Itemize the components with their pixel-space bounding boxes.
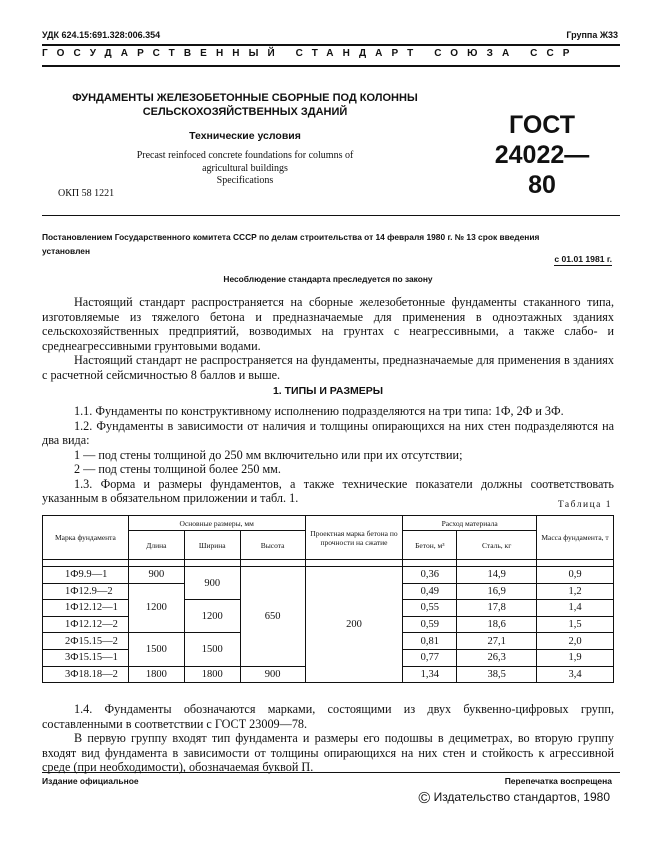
reprint-notice: Перепечатка воспрещена	[504, 776, 612, 786]
table-row	[43, 567, 614, 584]
cell-width: 1200	[184, 600, 240, 633]
decree-text	[42, 230, 614, 258]
header-height: Высота	[240, 531, 305, 560]
udk-code: УДК 624.15:691.328:006.354	[42, 30, 161, 40]
english-title-line-1: Precast reinfoced concrete foundations for columns of	[136, 150, 354, 161]
english-title-line-3: Specifications	[216, 175, 274, 186]
cell-length: 900	[128, 567, 184, 584]
cell-mark: 1Ф9.9—1	[43, 567, 129, 584]
cell-strength: 200	[305, 567, 403, 683]
clause-1-2: 1.2. Фундаменты в зависимости от наличия и толщины опирающихся на них стен подразделяются на два вида:	[42, 418, 614, 447]
clause-1-4-text	[42, 702, 614, 775]
effective-date: с 01.01 1981 г.	[554, 254, 612, 264]
cell-mass: 1,5	[537, 616, 614, 633]
publisher-name: Издательство стандартов, 1980	[433, 790, 610, 804]
cell-steel: 38,5	[457, 666, 537, 683]
cell-mass: 2,0	[537, 633, 614, 650]
decree-line-1: Постановлением Государственного комитета СССР по делам строительства от 14 февраля 1980 г. № 13 срок введения	[42, 232, 540, 242]
cell-concrete: 0,81	[403, 633, 457, 650]
cell-mass: 1,4	[537, 600, 614, 617]
cell-steel: 27,1	[457, 633, 537, 650]
group-code: Группа Ж33	[566, 30, 618, 40]
header-width: Ширина	[184, 531, 240, 560]
header-steel: Сталь, кг	[457, 531, 537, 560]
cell-steel: 14,9	[457, 567, 537, 584]
gost-number: 24022—80	[494, 141, 590, 199]
section-1-title: 1. ТИПЫ И РАЗМЕРЫ	[272, 385, 384, 397]
document-title	[60, 91, 430, 119]
header-mass: Масса фундамента, т	[537, 516, 614, 560]
decree-line-2: установлен	[42, 246, 91, 256]
foundations-table	[42, 515, 614, 683]
english-title-line-2: agricultural buildings	[202, 162, 288, 174]
section-1-text	[42, 404, 614, 506]
okp-code: ОКП 58 1221	[58, 188, 115, 199]
cell-concrete: 0,55	[403, 600, 457, 617]
table-caption: Таблица 1	[557, 500, 612, 510]
clause-1-4: 1.4. Фундаменты обозначаются марками, состоящими из двух буквенно-цифровых групп, составленными в соответствии с ГОСТ 23009—78.	[42, 702, 614, 731]
header-rule-top	[42, 44, 620, 46]
cell-mark: 3Ф18.18—2	[43, 666, 129, 683]
english-title	[60, 150, 430, 188]
cell-concrete: 0,59	[403, 616, 457, 633]
official-edition: Издание официальное	[42, 776, 139, 786]
title-line-1: ФУНДАМЕНТЫ ЖЕЛЕЗОБЕТОННЫЕ СБОРНЫЕ ПОД КОЛОННЫ	[72, 92, 418, 104]
cell-width: 900	[184, 567, 240, 600]
header-dimensions: Основные размеры, мм	[128, 516, 305, 531]
cell-length: 1500	[128, 633, 184, 666]
header-mark: Марка фундамента	[43, 516, 129, 560]
cell-concrete: 1,34	[403, 666, 457, 683]
cell-concrete: 0,77	[403, 649, 457, 666]
cell-length: 1200	[128, 583, 184, 633]
copyright-icon: ©	[418, 790, 431, 807]
cell-steel: 16,9	[457, 583, 537, 600]
cell-mass: 0,9	[537, 567, 614, 584]
header-length: Длина	[128, 531, 184, 560]
cell-concrete: 0,49	[403, 583, 457, 600]
cell-mass: 1,9	[537, 649, 614, 666]
cell-steel: 17,8	[457, 600, 537, 617]
cell-width: 1800	[184, 666, 240, 683]
intro-paragraph-1: Настоящий стандарт распространяется на сборные железобетонные фундаменты стаканного типа, изготовляемые из тяжелого бетона и предназначаемые для применения в одноэтажных зданиях сельскохозяйственных предприятий, возводимых на грунтах с неагрессивными, а также слабо- и среднеагрессивными грунтовыми водами.	[42, 295, 614, 353]
cell-steel: 26,3	[457, 649, 537, 666]
legal-notice: Несоблюдение стандарта преследуется по закону	[223, 274, 433, 284]
cell-height: 900	[240, 666, 305, 683]
cell-width: 1500	[184, 633, 240, 666]
document-subtitle: Технические условия	[189, 130, 301, 142]
header-concrete: Бетон, м³	[403, 531, 457, 560]
footer-rule	[42, 772, 620, 773]
header-material: Расход материала	[403, 516, 537, 531]
state-standard-banner: ГОСУДАРСТВЕННЫЙ СТАНДАРТ СОЮЗА ССР	[42, 48, 579, 59]
header-concrete-strength: Проектная марка бетона по прочности на сжатие	[305, 516, 403, 560]
cell-mark: 1Ф12.9—2	[43, 583, 129, 600]
intro-text	[42, 295, 614, 382]
clause-1-1: 1.1. Фундаменты по конструктивному исполнению подразделяются на три типа: 1Ф, 2Ф и 3Ф.	[74, 404, 564, 418]
title-line-2: СЕЛЬСКОХОЗЯЙСТВЕННЫХ ЗДАНИЙ	[142, 106, 348, 118]
intro-paragraph-2: Настоящий стандарт не распространяется на фундаменты, предназначаемые для применения в зданиях с расчетной сейсмичностью 8 баллов и выше.	[42, 353, 614, 382]
cell-mark: 2Ф15.15—2	[43, 633, 129, 650]
clause-1-3: 1.3. Форма и размеры фундаментов, а также технические показатели должны соответствовать указанным в обязательном приложении и табл. 1.	[42, 476, 614, 505]
table-gap-row	[43, 560, 614, 567]
cell-mass: 3,4	[537, 666, 614, 683]
cell-mass: 1,2	[537, 583, 614, 600]
cell-steel: 18,6	[457, 616, 537, 633]
clause-1-2-kind-1: 1 — под стены толщиной до 250 мм включительно или при их отсутствии;	[74, 447, 463, 462]
gost-block	[487, 110, 597, 200]
clause-1-4-groups: В первую группу входят тип фундамента и размеры его подошвы в дециметрах, во вторую группу входят вид фундамента в зависимости от толщины опирающихся на них стен и стойкость к агрессивной среде (при необходимости), обозначаемая буквой П.	[42, 731, 614, 774]
cell-mark: 1Ф12.12—2	[43, 616, 129, 633]
cell-height: 650	[240, 567, 305, 667]
gost-label: ГОСТ	[509, 111, 575, 139]
cell-mark: 3Ф15.15—1	[43, 649, 129, 666]
publisher-line	[418, 790, 610, 808]
clause-1-2-kind-2: 2 — под стены толщиной более 250 мм.	[74, 462, 281, 476]
cell-mark: 1Ф12.12—1	[43, 600, 129, 617]
title-rule	[42, 215, 620, 216]
cell-length: 1800	[128, 666, 184, 683]
header-rule-bottom	[42, 65, 620, 67]
cell-concrete: 0,36	[403, 567, 457, 584]
